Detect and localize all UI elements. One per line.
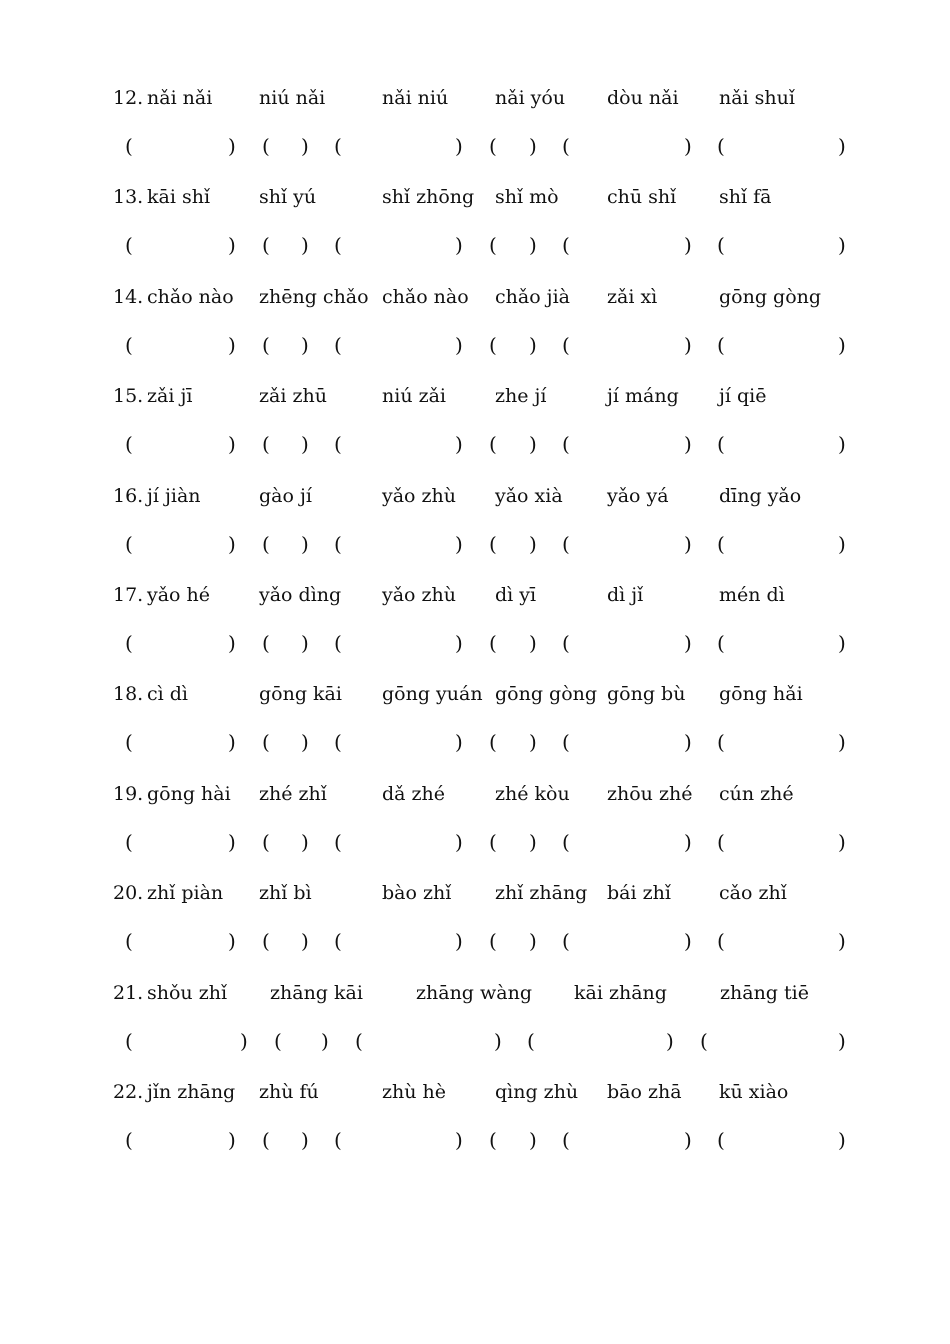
open-paren: ( bbox=[262, 333, 270, 357]
exercise-number: 12. bbox=[113, 87, 144, 109]
close-paren: ) bbox=[684, 929, 692, 953]
close-paren: ) bbox=[838, 1128, 846, 1152]
close-paren: ) bbox=[838, 432, 846, 456]
exercise-item bbox=[0, 580, 950, 680]
exercise-item bbox=[0, 83, 950, 183]
close-paren: ) bbox=[455, 631, 463, 655]
open-paren: ( bbox=[717, 532, 725, 556]
close-paren: ) bbox=[529, 631, 537, 655]
pinyin-word: nǎi nǎi bbox=[147, 87, 213, 109]
pinyin-word: zhēng chǎo bbox=[259, 286, 369, 308]
close-paren: ) bbox=[301, 1128, 309, 1152]
pinyin-word: zhōu zhé bbox=[607, 783, 693, 805]
pinyin-word: zǎi zhū bbox=[259, 385, 327, 407]
open-paren: ( bbox=[489, 233, 497, 257]
close-paren: ) bbox=[529, 830, 537, 854]
answer-blanks[interactable] bbox=[0, 926, 950, 956]
pinyin-word: zhǐ piàn bbox=[147, 882, 224, 904]
open-paren: ( bbox=[262, 631, 270, 655]
pinyin-line bbox=[0, 679, 950, 709]
close-paren: ) bbox=[301, 929, 309, 953]
open-paren: ( bbox=[717, 830, 725, 854]
exercise-number: 18. bbox=[113, 683, 144, 705]
pinyin-word: kāi zhāng bbox=[574, 982, 667, 1004]
close-paren: ) bbox=[684, 333, 692, 357]
answer-blanks[interactable] bbox=[0, 827, 950, 857]
close-paren: ) bbox=[529, 134, 537, 158]
close-paren: ) bbox=[321, 1029, 329, 1053]
close-paren: ) bbox=[228, 1128, 236, 1152]
pinyin-word: shǐ mò bbox=[495, 186, 559, 208]
close-paren: ) bbox=[529, 233, 537, 257]
exercise-item bbox=[0, 182, 950, 282]
open-paren: ( bbox=[489, 134, 497, 158]
open-paren: ( bbox=[334, 333, 342, 357]
close-paren: ) bbox=[684, 233, 692, 257]
pinyin-word: zhāng kāi bbox=[270, 982, 363, 1004]
pinyin-word: zhù fú bbox=[259, 1081, 319, 1103]
pinyin-word: bào zhǐ bbox=[382, 882, 452, 904]
open-paren: ( bbox=[125, 830, 133, 854]
close-paren: ) bbox=[301, 134, 309, 158]
close-paren: ) bbox=[838, 730, 846, 754]
open-paren: ( bbox=[562, 929, 570, 953]
open-paren: ( bbox=[489, 830, 497, 854]
close-paren: ) bbox=[455, 432, 463, 456]
open-paren: ( bbox=[489, 631, 497, 655]
exercise-number: 19. bbox=[113, 783, 144, 805]
close-paren: ) bbox=[228, 233, 236, 257]
open-paren: ( bbox=[125, 1029, 133, 1053]
close-paren: ) bbox=[838, 134, 846, 158]
pinyin-word: zhé zhǐ bbox=[259, 783, 327, 805]
pinyin-word: cǎo zhǐ bbox=[719, 882, 787, 904]
open-paren: ( bbox=[125, 631, 133, 655]
close-paren: ) bbox=[529, 929, 537, 953]
close-paren: ) bbox=[455, 532, 463, 556]
open-paren: ( bbox=[717, 730, 725, 754]
pinyin-word: shǐ fā bbox=[719, 186, 772, 208]
answer-blanks[interactable] bbox=[0, 429, 950, 459]
close-paren: ) bbox=[838, 233, 846, 257]
pinyin-word: nǎi yóu bbox=[495, 87, 566, 109]
pinyin-word: shǐ yú bbox=[259, 186, 317, 208]
open-paren: ( bbox=[334, 1128, 342, 1152]
pinyin-word: zhé kòu bbox=[495, 783, 570, 805]
pinyin-word: yǎo zhù bbox=[382, 485, 457, 507]
close-paren: ) bbox=[684, 730, 692, 754]
open-paren: ( bbox=[355, 1029, 363, 1053]
open-paren: ( bbox=[262, 532, 270, 556]
pinyin-word: shǒu zhǐ bbox=[147, 982, 228, 1004]
open-paren: ( bbox=[334, 134, 342, 158]
close-paren: ) bbox=[301, 532, 309, 556]
open-paren: ( bbox=[562, 631, 570, 655]
pinyin-word: gōng gòng bbox=[495, 683, 598, 705]
open-paren: ( bbox=[125, 134, 133, 158]
pinyin-word: dòu nǎi bbox=[607, 87, 679, 109]
pinyin-word: cì dì bbox=[147, 683, 188, 705]
close-paren: ) bbox=[240, 1029, 248, 1053]
close-paren: ) bbox=[838, 1029, 846, 1053]
close-paren: ) bbox=[838, 830, 846, 854]
pinyin-word: niú nǎi bbox=[259, 87, 326, 109]
close-paren: ) bbox=[666, 1029, 674, 1053]
close-paren: ) bbox=[455, 1128, 463, 1152]
pinyin-word: zhe jí bbox=[495, 385, 547, 407]
open-paren: ( bbox=[334, 730, 342, 754]
pinyin-word: gōng bù bbox=[607, 683, 686, 705]
close-paren: ) bbox=[301, 631, 309, 655]
pinyin-word: cún zhé bbox=[719, 783, 794, 805]
pinyin-word: yǎo yá bbox=[607, 485, 669, 507]
open-paren: ( bbox=[334, 532, 342, 556]
open-paren: ( bbox=[125, 929, 133, 953]
pinyin-word: chǎo nào bbox=[147, 286, 234, 308]
answer-blanks[interactable] bbox=[0, 529, 950, 559]
open-paren: ( bbox=[562, 432, 570, 456]
pinyin-line bbox=[0, 978, 950, 1008]
open-paren: ( bbox=[489, 730, 497, 754]
open-paren: ( bbox=[262, 730, 270, 754]
close-paren: ) bbox=[838, 333, 846, 357]
pinyin-word: gōng yuán bbox=[382, 683, 483, 705]
close-paren: ) bbox=[228, 333, 236, 357]
pinyin-word: nǎi niú bbox=[382, 87, 449, 109]
pinyin-line bbox=[0, 481, 950, 511]
exercise-number: 14. bbox=[113, 286, 144, 308]
open-paren: ( bbox=[489, 432, 497, 456]
exercise-item bbox=[0, 878, 950, 978]
close-paren: ) bbox=[684, 134, 692, 158]
open-paren: ( bbox=[262, 830, 270, 854]
exercise-number: 15. bbox=[113, 385, 144, 407]
close-paren: ) bbox=[529, 333, 537, 357]
close-paren: ) bbox=[455, 333, 463, 357]
open-paren: ( bbox=[262, 1128, 270, 1152]
pinyin-word: gōng hài bbox=[147, 783, 231, 805]
answer-blanks[interactable] bbox=[0, 330, 950, 360]
close-paren: ) bbox=[301, 432, 309, 456]
pinyin-word: dì yī bbox=[495, 584, 537, 606]
pinyin-word: mén dì bbox=[719, 584, 785, 606]
pinyin-word: gōng kāi bbox=[259, 683, 342, 705]
exercise-item bbox=[0, 1077, 950, 1177]
open-paren: ( bbox=[562, 730, 570, 754]
pinyin-line bbox=[0, 878, 950, 908]
pinyin-word: yǎo xià bbox=[495, 485, 563, 507]
pinyin-word: chū shǐ bbox=[607, 186, 677, 208]
exercise-number: 13. bbox=[113, 186, 144, 208]
open-paren: ( bbox=[125, 1128, 133, 1152]
pinyin-word: zhǐ zhāng bbox=[495, 882, 588, 904]
pinyin-word: zǎi xì bbox=[607, 286, 658, 308]
open-paren: ( bbox=[262, 233, 270, 257]
close-paren: ) bbox=[228, 532, 236, 556]
pinyin-word: jǐn zhāng bbox=[147, 1081, 236, 1103]
pinyin-word: nǎi shuǐ bbox=[719, 87, 795, 109]
open-paren: ( bbox=[717, 233, 725, 257]
close-paren: ) bbox=[301, 333, 309, 357]
open-paren: ( bbox=[562, 1128, 570, 1152]
pinyin-word: zhù hè bbox=[382, 1081, 447, 1103]
pinyin-line bbox=[0, 779, 950, 809]
pinyin-word: zhāng tiē bbox=[720, 982, 809, 1004]
close-paren: ) bbox=[529, 432, 537, 456]
pinyin-word: zhāng wàng bbox=[416, 982, 533, 1004]
pinyin-line bbox=[0, 83, 950, 113]
close-paren: ) bbox=[684, 830, 692, 854]
answer-blanks[interactable] bbox=[0, 230, 950, 260]
open-paren: ( bbox=[562, 233, 570, 257]
close-paren: ) bbox=[838, 929, 846, 953]
open-paren: ( bbox=[125, 532, 133, 556]
close-paren: ) bbox=[684, 1128, 692, 1152]
answer-blanks[interactable] bbox=[0, 1026, 950, 1056]
pinyin-line bbox=[0, 580, 950, 610]
close-paren: ) bbox=[529, 1128, 537, 1152]
open-paren: ( bbox=[334, 830, 342, 854]
pinyin-word: yǎo zhù bbox=[382, 584, 457, 606]
pinyin-word: gōng gòng bbox=[719, 286, 822, 308]
close-paren: ) bbox=[455, 730, 463, 754]
pinyin-word: qìng zhù bbox=[495, 1081, 579, 1103]
close-paren: ) bbox=[228, 631, 236, 655]
pinyin-word: kū xiào bbox=[719, 1081, 789, 1103]
pinyin-word: niú zǎi bbox=[382, 385, 447, 407]
open-paren: ( bbox=[125, 333, 133, 357]
close-paren: ) bbox=[455, 830, 463, 854]
open-paren: ( bbox=[562, 532, 570, 556]
open-paren: ( bbox=[125, 233, 133, 257]
open-paren: ( bbox=[334, 929, 342, 953]
close-paren: ) bbox=[529, 532, 537, 556]
exercise-item bbox=[0, 779, 950, 879]
pinyin-line bbox=[0, 381, 950, 411]
exercise-item bbox=[0, 481, 950, 581]
open-paren: ( bbox=[700, 1029, 708, 1053]
pinyin-word: zhǐ bì bbox=[259, 882, 312, 904]
exercise-item bbox=[0, 978, 950, 1078]
pinyin-word: dì jǐ bbox=[607, 584, 644, 606]
pinyin-word: kāi shǐ bbox=[147, 186, 211, 208]
pinyin-word: chǎo jià bbox=[495, 286, 570, 308]
close-paren: ) bbox=[838, 532, 846, 556]
exercise-item bbox=[0, 679, 950, 779]
close-paren: ) bbox=[684, 631, 692, 655]
open-paren: ( bbox=[562, 830, 570, 854]
open-paren: ( bbox=[262, 929, 270, 953]
open-paren: ( bbox=[262, 134, 270, 158]
close-paren: ) bbox=[455, 233, 463, 257]
pinyin-word: gào jí bbox=[259, 485, 312, 507]
close-paren: ) bbox=[301, 233, 309, 257]
exercise-number: 16. bbox=[113, 485, 144, 507]
close-paren: ) bbox=[455, 929, 463, 953]
exercise-item bbox=[0, 381, 950, 481]
close-paren: ) bbox=[684, 532, 692, 556]
open-paren: ( bbox=[717, 1128, 725, 1152]
close-paren: ) bbox=[228, 432, 236, 456]
open-paren: ( bbox=[334, 631, 342, 655]
open-paren: ( bbox=[717, 134, 725, 158]
open-paren: ( bbox=[717, 432, 725, 456]
exercise-number: 22. bbox=[113, 1081, 144, 1103]
open-paren: ( bbox=[717, 929, 725, 953]
pinyin-word: bāo zhā bbox=[607, 1081, 682, 1103]
pinyin-word: chǎo nào bbox=[382, 286, 469, 308]
pinyin-word: dīng yǎo bbox=[719, 485, 802, 507]
open-paren: ( bbox=[125, 730, 133, 754]
open-paren: ( bbox=[562, 333, 570, 357]
close-paren: ) bbox=[301, 730, 309, 754]
open-paren: ( bbox=[562, 134, 570, 158]
open-paren: ( bbox=[125, 432, 133, 456]
open-paren: ( bbox=[262, 432, 270, 456]
open-paren: ( bbox=[489, 1128, 497, 1152]
open-paren: ( bbox=[717, 631, 725, 655]
open-paren: ( bbox=[489, 532, 497, 556]
exercise-item bbox=[0, 282, 950, 382]
answer-blanks[interactable] bbox=[0, 628, 950, 658]
pinyin-word: dǎ zhé bbox=[382, 783, 446, 805]
answer-blanks[interactable] bbox=[0, 1125, 950, 1155]
close-paren: ) bbox=[455, 134, 463, 158]
close-paren: ) bbox=[228, 929, 236, 953]
pinyin-word: jí máng bbox=[607, 385, 679, 407]
exercise-number: 20. bbox=[113, 882, 144, 904]
answer-blanks[interactable] bbox=[0, 131, 950, 161]
pinyin-word: bái zhǐ bbox=[607, 882, 671, 904]
open-paren: ( bbox=[489, 333, 497, 357]
close-paren: ) bbox=[684, 432, 692, 456]
open-paren: ( bbox=[334, 432, 342, 456]
close-paren: ) bbox=[228, 830, 236, 854]
close-paren: ) bbox=[228, 730, 236, 754]
pinyin-word: jí qiē bbox=[719, 385, 767, 407]
close-paren: ) bbox=[301, 830, 309, 854]
open-paren: ( bbox=[334, 233, 342, 257]
open-paren: ( bbox=[527, 1029, 535, 1053]
open-paren: ( bbox=[489, 929, 497, 953]
pinyin-line bbox=[0, 282, 950, 312]
close-paren: ) bbox=[494, 1029, 502, 1053]
open-paren: ( bbox=[717, 333, 725, 357]
pinyin-word: yǎo hé bbox=[147, 584, 211, 606]
pinyin-line bbox=[0, 182, 950, 212]
pinyin-word: yǎo dìng bbox=[259, 584, 342, 606]
exercise-number: 17. bbox=[113, 584, 144, 606]
pinyin-word: shǐ zhōng bbox=[382, 186, 475, 208]
close-paren: ) bbox=[838, 631, 846, 655]
close-paren: ) bbox=[529, 730, 537, 754]
exercise-number: 21. bbox=[113, 982, 144, 1004]
answer-blanks[interactable] bbox=[0, 727, 950, 757]
pinyin-line bbox=[0, 1077, 950, 1107]
pinyin-word: gōng hǎi bbox=[719, 683, 803, 705]
pinyin-word: jí jiàn bbox=[147, 485, 201, 507]
pinyin-word: zǎi jī bbox=[147, 385, 193, 407]
close-paren: ) bbox=[228, 134, 236, 158]
open-paren: ( bbox=[274, 1029, 282, 1053]
